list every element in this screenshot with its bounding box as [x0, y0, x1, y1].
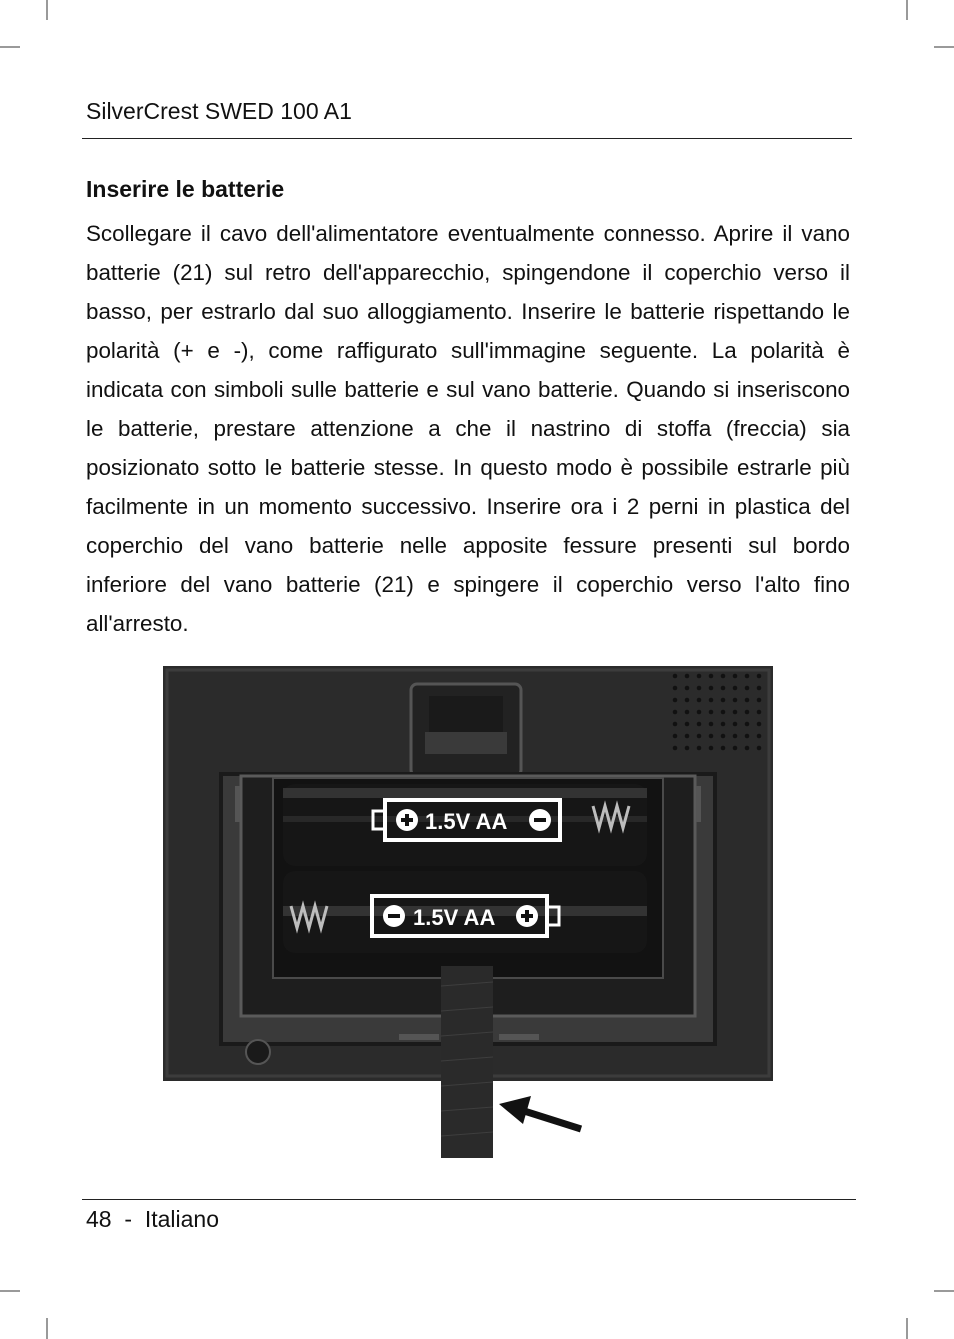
footer-spacer [132, 1206, 145, 1232]
battery-compartment-figure [163, 666, 775, 1160]
running-header: SilverCrest SWED 100 A1 [86, 98, 352, 124]
plus-icon [516, 905, 538, 927]
battery-bottom-label: 1.5V AA [413, 905, 496, 930]
header-rule [82, 138, 852, 139]
section-heading: Inserire le batterie [86, 176, 285, 202]
crop-mark [906, 0, 908, 20]
crop-mark [0, 1290, 20, 1292]
footer-language: Italiano [144, 1206, 219, 1232]
crop-mark [46, 0, 48, 20]
footer-separator: - [124, 1206, 133, 1232]
fabric-ribbon [441, 966, 493, 1158]
crop-mark [934, 46, 954, 48]
crop-mark [46, 1318, 48, 1339]
battery-top-label: 1.5V AA [425, 809, 508, 834]
footer-spacer [112, 1206, 125, 1232]
arrow-icon [499, 1096, 581, 1129]
page-number: 48 [86, 1206, 112, 1232]
crop-mark [934, 1290, 954, 1292]
section-paragraph: Scollegare il cavo dell'alimentatore eventualmente connesso. Aprire il vano batterie (21) sul retro dell'apparecchio, spingendone il coperchio verso il basso, per estrarlo dal suo alloggiamento. Inserire le batterie rispettando le polarità (+ e -), come raffigurato sull'immagine seguente. La polarità è indicata con simboli sulle batterie e sul vano batterie. Quando si inseriscono le batterie, prestare attenzione a che il nastrino di stoffa (freccia) sia posizionato sotto le batterie stesse. In questo modo è possibile estrarle più facilmente in un momento successivo. Inserire ora i 2 perni in plastica del coperchio del vano batterie nelle apposite fessure presenti sul bordo inferiore del vano batterie (21) e spingere il coperchio verso l'alto fino all'arresto. [86, 221, 850, 636]
crop-mark [906, 1318, 908, 1339]
crop-mark [0, 46, 20, 48]
footer-rule [82, 1199, 856, 1200]
minus-icon [383, 905, 405, 927]
page-footer [86, 1206, 219, 1233]
plus-icon [396, 809, 418, 831]
minus-icon [529, 809, 551, 831]
